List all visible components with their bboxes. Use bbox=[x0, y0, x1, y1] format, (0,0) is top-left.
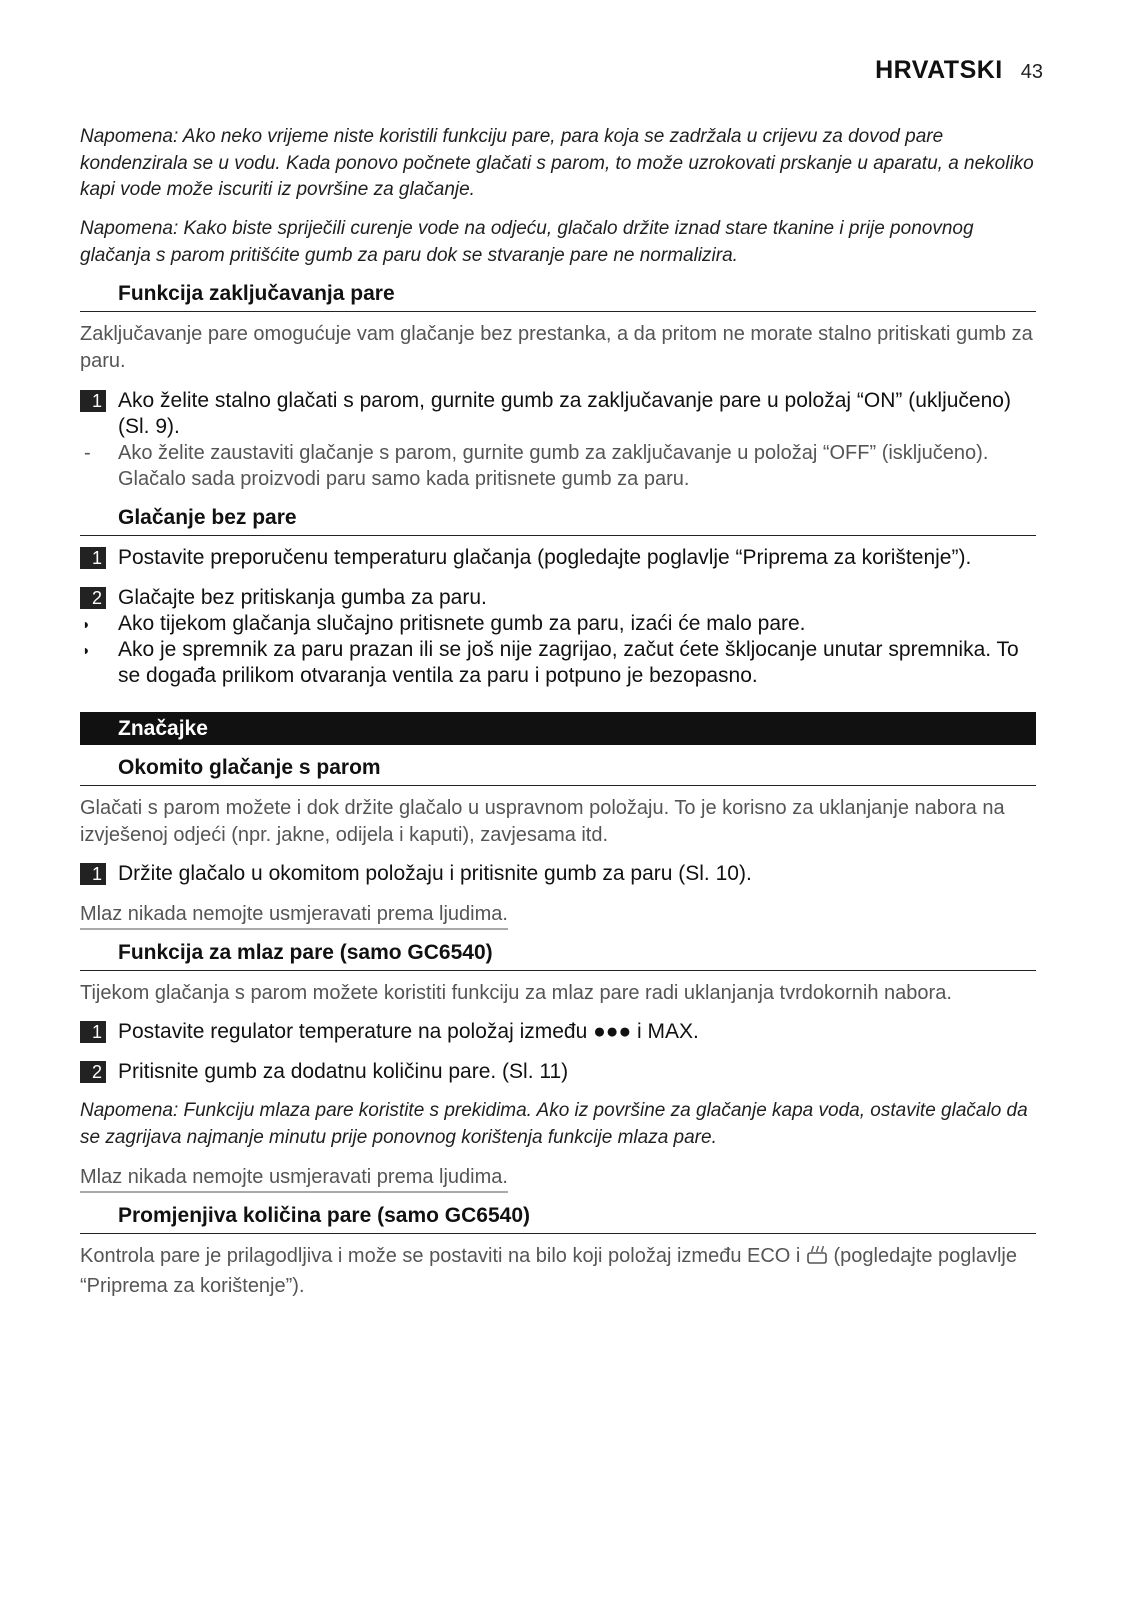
step-number: 2 bbox=[80, 1061, 106, 1083]
note-text: Napomena: Funkciju mlaza pare koristite s prekidima. Ako iz površine za glačanje kapa voda, ostavite glačalo da se zagrijava najmanje minutu prije ponovnog korištenja funkcije mlaza pare. bbox=[80, 1100, 1028, 1148]
note-text: Napomena: Ako neko vrijeme niste koristili funkciju pare, para koja se zadržala u crijevu za dovod pare kondenzirala se u vodu. Kada ponovo počnete glačati s parom, to može uzrokovati prskanje u aparatu, a nekoliko kapi vode može iscuriti iz površine za glačanje. bbox=[80, 126, 1034, 200]
bullet-marker: ◗ bbox=[82, 642, 91, 658]
step-text: Postavite preporučenu temperaturu glačanja (pogledajte poglavlje “Priprema za korištenje”). bbox=[118, 546, 972, 569]
note-text: Napomena: Kako biste spriječili curenje vode na odjeću, glačalo držite iznad stare tkanine i prije ponovnog glačanja s parom pritišćite gumb za paru dok se stvaranje pare ne normalizira. bbox=[80, 218, 974, 266]
shot-intro bbox=[80, 980, 1036, 1007]
intro-text: Tijekom glačanja s parom možete koristiti funkciju za mlaz pare radi uklanjanja tvrdokornih nabora. bbox=[80, 982, 952, 1004]
subheading-steam-shot: Funkcija za mlaz pare (samo GC6540) bbox=[80, 941, 1036, 971]
step-text: Glačajte bez pritiskanja gumba za paru. bbox=[118, 586, 487, 609]
warning-text: Mlaz nikada nemojte usmjeravati prema ljudima. bbox=[80, 1164, 508, 1193]
step-text: Držite glačalo u okomitom položaju i pritisnite gumb za paru (Sl. 10). bbox=[118, 862, 752, 885]
note-dripping bbox=[80, 216, 1036, 269]
page-number: 43 bbox=[1020, 61, 1043, 83]
subheading-steam-lock: Funkcija zaključavanja pare bbox=[80, 282, 1036, 312]
dry-ironing-bullet-1 bbox=[80, 611, 1036, 637]
dry-ironing-step-2 bbox=[80, 585, 1036, 611]
text-before-icon: Kontrola pare je prilagodljiva i može se postaviti na bilo koji položaj između ECO i bbox=[80, 1245, 801, 1267]
step-number: 2 bbox=[80, 587, 106, 609]
bullet-text: Ako je spremnik za paru prazan ili se još nije zagrijao, začut ćete škljocanje unutar spremnika. To se događa prilikom otvaranja ventila za paru i potpuno je bezopasno. bbox=[118, 638, 1019, 687]
step-number: 1 bbox=[80, 390, 106, 412]
vertical-step-1 bbox=[80, 861, 1036, 887]
note-condensation bbox=[80, 124, 1036, 204]
dry-ironing-step-1 bbox=[80, 545, 1036, 571]
page-header bbox=[875, 56, 1043, 85]
dash-marker: - bbox=[84, 442, 91, 464]
subheading-dry-ironing: Glačanje bez pare bbox=[80, 506, 1036, 536]
bullet-marker: ◗ bbox=[82, 616, 91, 632]
bullet-text: Ako tijekom glačanja slučajno pritisnete gumb za paru, izaći će malo pare. bbox=[118, 612, 806, 635]
steam-lock-step-1 bbox=[80, 388, 1036, 440]
step-number: 1 bbox=[80, 547, 106, 569]
steam-lock-dash-item bbox=[80, 440, 1036, 492]
shot-step-2 bbox=[80, 1059, 1036, 1085]
step-number: 1 bbox=[80, 863, 106, 885]
step-text: Pritisnite gumb za dodatnu količinu pare. (Sl. 11) bbox=[118, 1060, 569, 1083]
max-steam-icon bbox=[806, 1245, 828, 1273]
step-text: Postavite regulator temperature na položaj između ●●● i MAX. bbox=[118, 1020, 699, 1043]
vertical-warning bbox=[80, 901, 1036, 930]
subheading-variable-steam: Promjenjiva količina pare (samo GC6540) bbox=[80, 1204, 1036, 1234]
step-text: Ako želite stalno glačati s parom, gurnite gumb za zaključavanje pare u položaj “ON” (uključeno) (Sl. 9). bbox=[118, 389, 1011, 438]
variable-intro bbox=[80, 1243, 1036, 1299]
intro-text: Glačati s parom možete i dok držite glačalo u uspravnom položaju. To je korisno za uklanjanje nabora na izvješenoj odjeći (npr. jakne, odijela i kaputi), zavjesama itd. bbox=[80, 797, 1005, 846]
intro-text: Zaključavanje pare omogućuje vam glačanje bez prestanka, a da pritom ne morate stalno pritiskati gumb za paru. bbox=[80, 323, 1033, 372]
shot-step-1 bbox=[80, 1019, 1036, 1045]
dry-ironing-bullet-2 bbox=[80, 637, 1036, 689]
shot-warning bbox=[80, 1164, 1036, 1193]
shot-note bbox=[80, 1098, 1036, 1151]
vertical-intro bbox=[80, 795, 1036, 848]
language-label: HRVATSKI bbox=[875, 56, 1003, 84]
intro-text bbox=[80, 1243, 1036, 1299]
steam-lock-intro bbox=[80, 321, 1036, 374]
warning-text: Mlaz nikada nemojte usmjeravati prema ljudima. bbox=[80, 901, 508, 930]
section-heading-features: Značajke bbox=[80, 712, 1036, 745]
dash-text: Ako želite zaustaviti glačanje s parom, gurnite gumb za zaključavanje u položaj “OFF” (isključeno). Glačalo sada proizvodi paru samo kada pritisnete gumb za paru. bbox=[118, 442, 989, 490]
text-after-icon: (pogledajte poglavlje “Priprema za korištenje”). bbox=[80, 1245, 1017, 1297]
step-number: 1 bbox=[80, 1021, 106, 1043]
subheading-vertical-steaming: Okomito glačanje s parom bbox=[80, 756, 1036, 786]
